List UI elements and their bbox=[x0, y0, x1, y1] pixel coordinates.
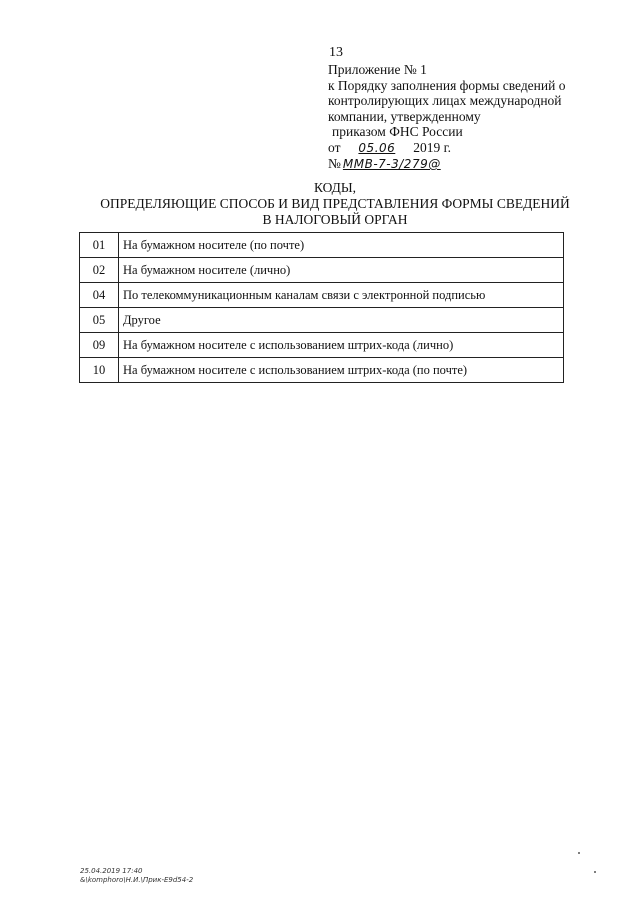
table-row bbox=[80, 233, 564, 258]
description-cell: На бумажном носителе с использованием штрих-кода (по почте) bbox=[119, 358, 564, 383]
heading-line-3: В НАЛОГОВЫЙ ОРГАН bbox=[262, 212, 408, 227]
codes-table bbox=[79, 232, 564, 383]
code-cell: 05 bbox=[80, 308, 119, 333]
appendix-line-2: контролирующих лицах международной bbox=[328, 93, 562, 108]
table-row bbox=[80, 308, 564, 333]
footer-path: &\komphoro\Н.И.\Прик-E9d54-2 bbox=[80, 876, 194, 884]
code-cell: 01 bbox=[80, 233, 119, 258]
code-cell: 04 bbox=[80, 283, 119, 308]
description-cell: По телекоммуникационным каналам связи с электронной подписью bbox=[119, 283, 564, 308]
scan-speck bbox=[594, 871, 596, 873]
footer-timestamp: 25.04.2019 17:40 bbox=[80, 867, 143, 875]
footer-stamp bbox=[80, 867, 193, 885]
description-cell: На бумажном носителе (лично) bbox=[119, 258, 564, 283]
order-date-line bbox=[328, 140, 598, 157]
table-row bbox=[80, 333, 564, 358]
appendix-header bbox=[328, 62, 598, 173]
heading-line-1: КОДЫ, bbox=[313, 180, 357, 195]
appendix-line-4: приказом ФНС России bbox=[332, 124, 463, 139]
description-cell: Другое bbox=[119, 308, 564, 333]
code-cell: 02 bbox=[80, 258, 119, 283]
code-cell: 10 bbox=[80, 358, 119, 383]
scan-speck bbox=[578, 852, 580, 854]
description-cell: На бумажном носителе с использованием штрих-кода (лично) bbox=[119, 333, 564, 358]
appendix-line-1: к Порядку заполнения формы сведений о bbox=[328, 77, 566, 93]
order-number-line bbox=[328, 156, 598, 173]
description-cell: На бумажном носителе (по почте) bbox=[119, 233, 564, 258]
date-prefix: от bbox=[328, 139, 341, 155]
table-row bbox=[80, 283, 564, 308]
handwritten-order-number: ММВ-7-3/279@ bbox=[342, 157, 441, 171]
page-number: 13 bbox=[329, 45, 343, 60]
number-prefix: № bbox=[328, 156, 341, 171]
code-cell: 09 bbox=[80, 333, 119, 358]
heading-line-2: ОПРЕДЕЛЯЮЩИЕ СПОСОБ И ВИД ПРЕДСТАВЛЕНИЯ ФОРМЫ СВЕДЕНИЙ bbox=[100, 196, 570, 211]
date-suffix: 2019 г. bbox=[413, 139, 451, 155]
document-heading bbox=[60, 180, 610, 228]
appendix-title: Приложение № 1 bbox=[328, 62, 427, 77]
appendix-line-3: компании, утвержденному bbox=[328, 108, 481, 124]
handwritten-date: 05.06 bbox=[358, 140, 396, 155]
table-row bbox=[80, 358, 564, 383]
table-row bbox=[80, 258, 564, 283]
